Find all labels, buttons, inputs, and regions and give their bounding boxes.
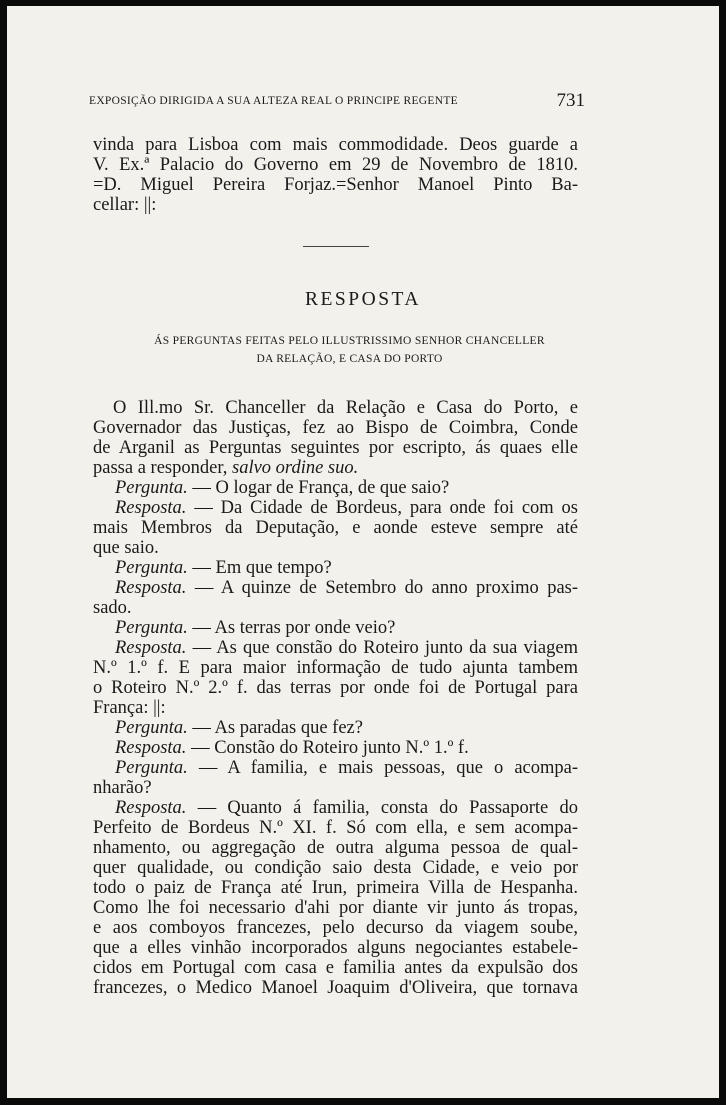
answer-line: Resposta. — Constão do Roteiro junto N.º 1.º f.: [115, 738, 469, 758]
question-line: Pergunta. — A familia, e mais pessoas, que o acompa-: [115, 758, 578, 778]
answer-line: Resposta. — Da Cidade de Bordeus, para onde foi com os: [115, 498, 578, 518]
text-line: O Ill.mo Sr. Chanceller da Relação e Casa do Porto, e: [113, 398, 578, 418]
answer-line: Resposta. — A quinze de Setembro do anno proximo pas-: [115, 578, 579, 598]
text-line: N.º 1.º f. E para maior informação de tudo ajunta tambem: [93, 658, 578, 678]
question-line: Pergunta. — O logar de França, de que saio?: [115, 478, 450, 498]
text-line: França: ||:: [93, 698, 166, 718]
section-title: RESPOSTA: [305, 289, 421, 310]
text-line: cidos em Portugal com casa e familia antes da expulsão dos: [93, 958, 578, 978]
text-line: francezes, o Medico Manoel Joaquim d'Oliveira, que tornava: [93, 978, 578, 998]
text-line: V. Ex.ª Palacio do Governo em 29 de Novembro de 1810.: [93, 155, 578, 175]
text-line: nhamento, ou aggregação de outra alguma pessoa de qual-: [93, 838, 578, 858]
section-divider: [303, 246, 369, 247]
text-line: Como lhe foi necessario d'ahi por diante vir junto ás tropas,: [93, 898, 578, 918]
text-line: Governador das Justiças, fez ao Bispo de Coimbra, Conde: [93, 418, 578, 438]
text-line: vinda para Lisboa com mais commodidade. Deos guarde a: [93, 135, 578, 155]
section-subtitle: [112, 332, 587, 368]
answer-line: Resposta. — Quanto á familia, consta do Passaporte do: [115, 798, 578, 818]
page-number: 731: [556, 90, 585, 111]
book-page: [7, 6, 719, 1098]
question-line: Pergunta. — As terras por onde veio?: [115, 618, 396, 638]
text-line: passa a responder, salvo ordine suo.: [93, 458, 359, 478]
text-line: sado.: [93, 598, 132, 618]
text-line: =D. Miguel Pereira Forjaz.=Senhor Manoel Pinto Ba-: [93, 175, 578, 195]
text-line: que a elles vinhão incorporados alguns negociantes estabele-: [93, 938, 578, 958]
question-line: Pergunta. — Em que tempo?: [115, 558, 332, 578]
text-line: nharão?: [93, 778, 152, 798]
subtitle-line: DA RELAÇÃO, E CASA DO PORTO: [256, 353, 443, 365]
subtitle-line: ÁS PERGUNTAS FEITAS PELO ILLUSTRISSIMO SENHOR CHANCELLER: [154, 335, 545, 347]
text-line: o Roteiro N.º 2.º f. das terras por onde foi de Portugal para: [93, 678, 578, 698]
text-line: Perfeito de Bordeus N.º XI. f. Só com ella, e sem acompa-: [93, 818, 578, 838]
running-header: [89, 90, 585, 111]
answer-line: Resposta. — As que constão do Roteiro junto da sua viagem: [115, 638, 578, 658]
text-line: mais Membros da Deputação, e aonde esteve sempre até: [93, 518, 578, 538]
text-line: de Arganil as Perguntas seguintes por escripto, ás quaes elle: [93, 438, 578, 458]
text-line: cellar: ||:: [93, 195, 157, 215]
running-title: EXPOSIÇÃO DIRIGIDA A SUA ALTEZA REAL O PRINCIPE REGENTE: [89, 95, 458, 107]
text-line: que saio.: [93, 538, 159, 558]
question-line: Pergunta. — As paradas que fez?: [115, 718, 363, 738]
text-line: e aos comboyos francezes, pelo decurso da viagem soube,: [93, 918, 578, 938]
text-line: todo o paiz de França até Irun, primeira Villa de Hespanha.: [93, 878, 578, 898]
text-line: quer qualidade, ou condição saio desta Cidade, e veio por: [93, 858, 578, 878]
